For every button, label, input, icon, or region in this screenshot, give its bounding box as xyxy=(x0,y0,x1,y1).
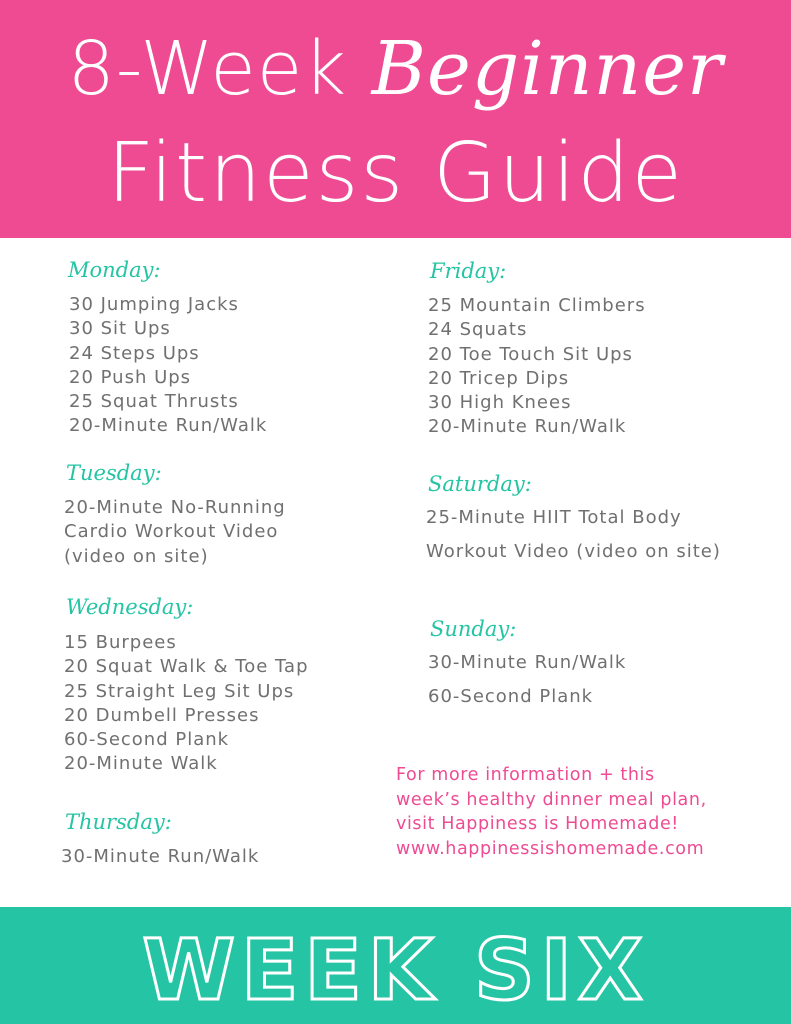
thursday-list xyxy=(61,845,259,869)
wednesday-list xyxy=(64,631,309,777)
list-item: 20 Dumbell Presses xyxy=(64,704,260,726)
list-item: 24 Squats xyxy=(428,319,528,341)
friday-list xyxy=(428,294,646,440)
list-item: 30 Sit Ups xyxy=(69,318,171,340)
list-item: 20 Toe Touch Sit Ups xyxy=(428,343,633,365)
list-item: 25-Minute HIIT Total Body xyxy=(426,507,682,528)
day-heading-tuesday: Tuesday: xyxy=(66,461,162,485)
promo-line: For more information + this xyxy=(396,765,655,785)
list-item: 60-Second Plank xyxy=(64,729,230,751)
list-item: 25 Mountain Climbers xyxy=(428,295,646,316)
list-item: 30-Minute Run/Walk xyxy=(428,652,627,673)
day-heading-wednesday: Wednesday: xyxy=(66,595,194,619)
list-item: 20-Minute Run/Walk xyxy=(428,416,627,438)
list-item: 20 Tricep Dips xyxy=(428,367,570,389)
list-item: 30 High Knees xyxy=(428,392,572,414)
list-item: 24 Steps Ups xyxy=(69,342,200,364)
list-item: 20-Minute Walk xyxy=(64,753,218,775)
list-item: (video on site) xyxy=(64,545,209,567)
list-item: Cardio Workout Video xyxy=(64,521,279,543)
title-line-2: Fitness Guide xyxy=(107,126,684,221)
sunday-list xyxy=(428,651,626,719)
title-script-word: Beginner xyxy=(371,26,724,112)
promo-line: visit Happiness is Homemade! xyxy=(396,814,679,835)
tuesday-list xyxy=(64,496,286,569)
title-prefix: 8-Week xyxy=(67,26,372,112)
day-heading-friday: Friday: xyxy=(430,259,507,283)
monday-list xyxy=(69,293,267,439)
day-heading-monday: Monday: xyxy=(68,258,161,282)
footer-banner xyxy=(0,907,791,1024)
list-item: 30-Minute Run/Walk xyxy=(61,846,260,867)
day-heading-thursday: Thursday: xyxy=(65,810,172,834)
list-item: Workout Video (video on site) xyxy=(426,541,721,562)
promo-url: www.happinessishomemade.com xyxy=(396,838,705,859)
list-item: 25 Straight Leg Sit Ups xyxy=(64,680,295,702)
list-item: 20 Push Ups xyxy=(69,366,192,388)
list-item: 25 Squat Thrusts xyxy=(69,391,239,413)
promo-line: week’s healthy dinner meal plan, xyxy=(396,789,707,810)
list-item: 15 Burpees xyxy=(64,632,177,653)
promo-text xyxy=(396,763,707,861)
list-item: 20 Squat Walk & Toe Tap xyxy=(64,656,309,678)
list-item: 20-Minute No-Running xyxy=(64,497,286,518)
day-heading-sunday: Sunday: xyxy=(430,617,517,641)
title-line-1 xyxy=(0,26,791,112)
header-banner xyxy=(0,0,791,238)
list-item: 30 Jumping Jacks xyxy=(69,294,239,315)
list-item: 60-Second Plank xyxy=(428,686,594,707)
day-heading-saturday: Saturday: xyxy=(428,472,532,496)
saturday-list xyxy=(426,506,721,574)
list-item: 20-Minute Run/Walk xyxy=(69,415,268,437)
week-label: WEEK SIX xyxy=(142,921,649,1019)
